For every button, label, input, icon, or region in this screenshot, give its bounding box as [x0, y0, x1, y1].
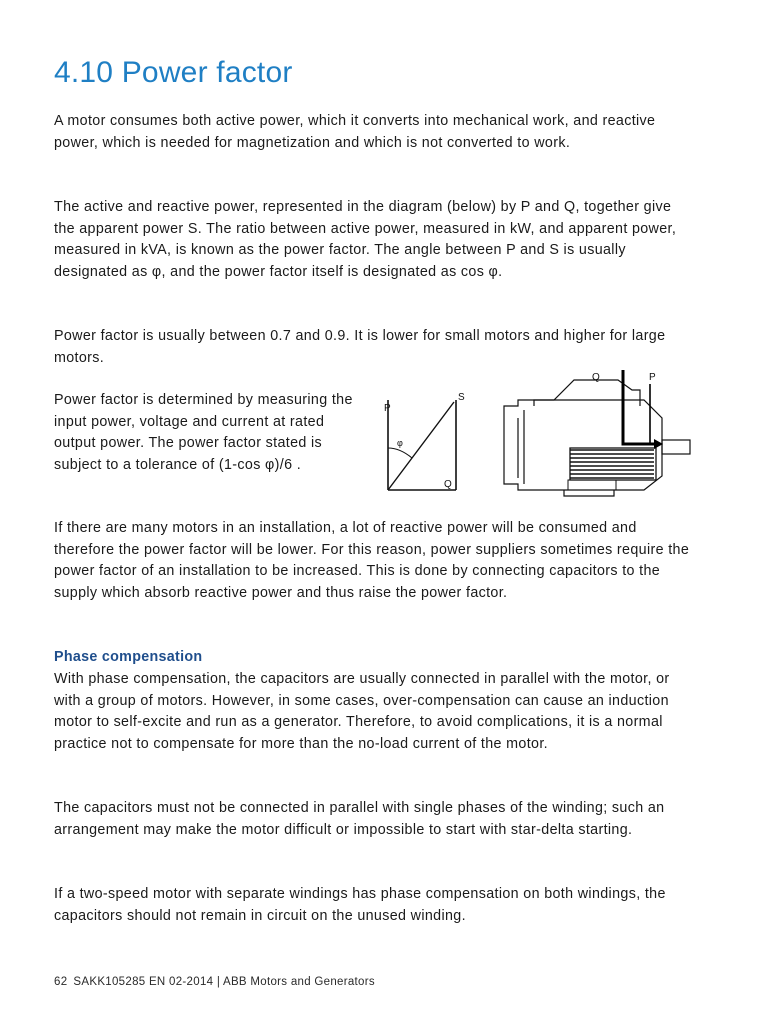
- page-title: 4.10 Power factor: [54, 56, 293, 89]
- paragraph-typical-values: Power factor is usually between 0.7 and 0.9. It is lower for small motors and higher for large motors.: [54, 328, 666, 366]
- paragraph-phase-comp-3: If a two-speed motor with separate windings has phase compensation on both windings, the capacitors should not remain in circuit on the unused winding.: [54, 886, 666, 924]
- footer-text: SAKK105285 EN 02-2014 | ABB Motors and Generators: [73, 976, 375, 988]
- label-s: S: [458, 392, 465, 403]
- page-number: 62: [54, 976, 68, 988]
- paragraph-intro: A motor consumes both active power, which it converts into mechanical work, and reactive power, which is needed for magnetization and which is not converted to work.: [54, 113, 656, 151]
- paragraph-phase-comp-1: With phase compensation, the capacitors are usually connected in parallel with the motor, or with a group of motors. However, in some cases, over-compensation can cause an induction motor to self-excite and run as a generator. Therefore, to avoid complications, it is a normal practice not to compensate for more than the no-load current of the motor.: [54, 671, 670, 752]
- motor-label-p: P: [649, 372, 656, 383]
- label-p: P: [384, 403, 391, 414]
- motor-diagram: [494, 368, 694, 503]
- paragraph-phase-comp-2: The capacitors must not be connected in parallel with single phases of the winding; such an arrangement may make the motor difficult or impossible to start with star-delta starting.: [54, 800, 665, 838]
- paragraph-installation: If there are many motors in an installation, a lot of reactive power will be consumed and therefore the power factor will be lower. For this reason, power suppliers sometimes require the power factor of an installation to be increased. This is done by connecting capacitors to the supply which absorb reactive power and thus raise the power factor.: [54, 520, 690, 601]
- paragraph-measurement: Power factor is determined by measuring the input power, voltage and current at rated output power. The power factor stated is subject to a tolerance of (1-cos φ)/6 .: [54, 392, 353, 473]
- winding-lines: [570, 450, 654, 478]
- paragraph-power-definitions: The active and reactive power, represented in the diagram (below) by P and Q, together give the apparent power S. The ratio between active power, measured in kW, and apparent power, measured in kVA, is known as the power factor. The angle between P and S is usually designated as φ, and the power factor itself is designated as cos φ.: [54, 199, 677, 280]
- phi-angle-arc: [388, 448, 412, 458]
- motor-foot-outline: [564, 490, 614, 496]
- section-heading-phase-compensation: Phase compensation: [54, 649, 203, 665]
- stator-core: [570, 448, 656, 480]
- page-footer: [54, 976, 375, 988]
- motor-shaft: [662, 440, 690, 454]
- rotor-end: [568, 480, 616, 490]
- label-q: Q: [444, 479, 452, 490]
- power-triangle-diagram: [378, 388, 474, 496]
- motor-label-q: Q: [592, 372, 600, 383]
- label-phi: φ: [397, 438, 403, 448]
